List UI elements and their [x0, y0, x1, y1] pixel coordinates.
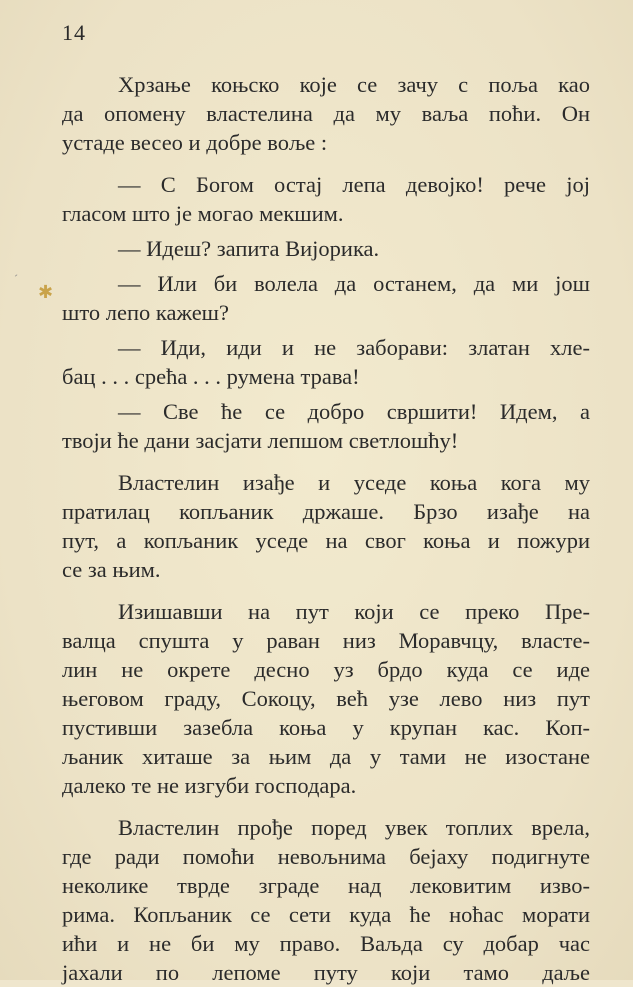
text-line: његовом граду, Сокоцу, већ узе лево низ пут: [62, 686, 590, 711]
paragraph: [62, 397, 590, 455]
text-line: — Или би волела да останем, да ми још: [118, 271, 590, 296]
margin-pencil-mark: ´: [14, 272, 18, 286]
text-line: што лепо кажеш?: [62, 300, 229, 325]
text-line: — Иди, иди и не заборави: златан хле-: [118, 335, 590, 360]
page-number: 14: [62, 20, 86, 45]
text-line: устаде весео и добре воље :: [62, 130, 328, 155]
text-line: далеко те не изгуби господара.: [62, 773, 357, 798]
text-line: да опомену властелина да му ваља поћи. Он: [62, 101, 590, 126]
text-line: — Идеш? запита Вијорика.: [118, 236, 380, 261]
paragraph: [62, 813, 590, 987]
text-line: лин не окрете десно уз брдо куда се иде: [62, 657, 590, 682]
text-line: — С Богом остај лепа девојко! рече јој: [118, 172, 590, 197]
text-line: бац . . . срећа . . . румена трава!: [62, 364, 360, 389]
text-line: неколике тврде зграде над лековитим изво-: [62, 873, 590, 898]
text-line: Властелин изађе и уседе коња кога му: [118, 470, 590, 495]
text-line: гласом што је могао мекшим.: [62, 201, 344, 226]
text-line: пут, а копљаник уседе на свог коња и пожури: [62, 528, 590, 553]
text-line: Властелин прође поред увек топлих врела,: [118, 815, 590, 840]
text-line: где ради помоћи невољнима бејаху подигнуте: [62, 844, 590, 869]
margin-stain: ✱: [38, 282, 54, 302]
text-line: љаник хиташе за њим да у тами не изостане: [62, 744, 590, 769]
body-text: [62, 70, 590, 987]
text-line: јахали по лепоме путу који тамо даље: [62, 960, 590, 985]
text-line: се за њим.: [62, 557, 161, 582]
paragraph: [62, 170, 590, 228]
paragraph: [62, 234, 590, 263]
paragraph: [62, 468, 590, 584]
text-line: — Све ће се добро свршити! Идем, а: [118, 399, 590, 424]
text-line: валца спушта у раван низ Моравчцу, власте-: [62, 628, 590, 653]
text-line: пустивши зазебла коња у крупан кас. Коп-: [62, 715, 590, 740]
paragraph: [62, 70, 590, 157]
text-line: пратилац копљаник држаше. Брзо изађе на: [62, 499, 590, 524]
text-line: рима. Копљаник се сети куда ће ноћас морати: [62, 902, 590, 927]
text-line: ићи и не би му право. Ваљда су добар час: [62, 931, 590, 956]
paragraph: [62, 269, 590, 327]
paragraph: [62, 333, 590, 391]
paragraph: [62, 597, 590, 800]
text-line: Хрзање коњско које се зачу с поља као: [118, 72, 590, 97]
text-line: Изишавши на пут који се преко Пре-: [118, 599, 590, 624]
text-line: твоји ће дани засјати лепшом светлошћу!: [62, 428, 459, 453]
